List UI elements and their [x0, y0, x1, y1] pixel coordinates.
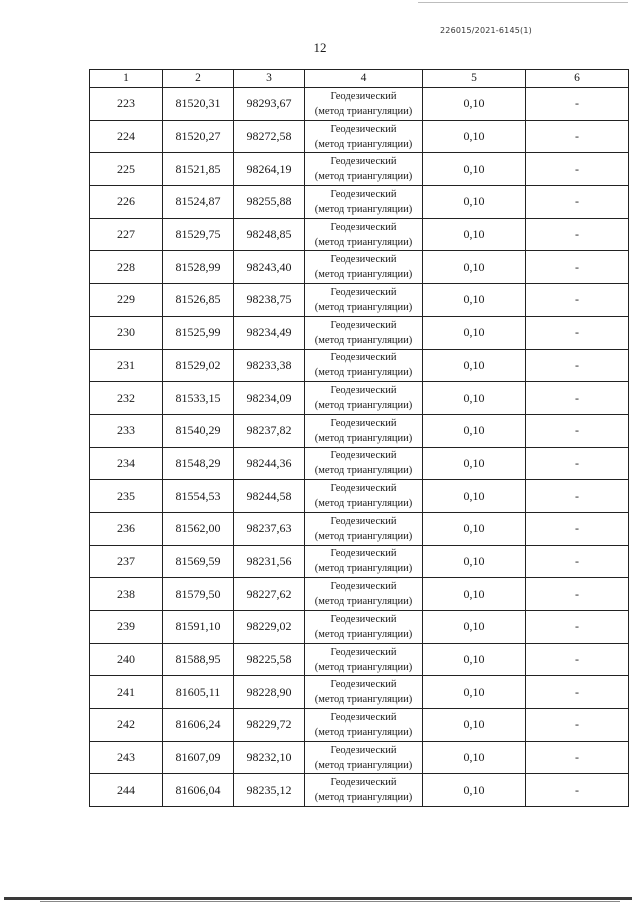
accuracy-cell: 0,10 [423, 349, 526, 382]
method-line-2: (метод триангуляции) [314, 596, 413, 608]
note-cell: - [526, 316, 629, 349]
x-coordinate-cell: 81528,99 [163, 251, 234, 284]
method-line-2: (метод триангуляции) [314, 759, 413, 771]
accuracy-cell: 0,10 [423, 414, 526, 447]
bottom-scan-rule [4, 897, 632, 900]
table-row [90, 88, 629, 121]
point-number-cell: 232 [90, 382, 163, 415]
table-row [90, 545, 629, 578]
method-cell [305, 643, 423, 676]
accuracy-cell: 0,10 [423, 643, 526, 676]
table-row [90, 741, 629, 774]
method-line-1: Геодезический [330, 483, 397, 495]
note-cell: - [526, 774, 629, 807]
x-coordinate-cell: 81562,00 [163, 512, 234, 545]
note-cell: - [526, 741, 629, 774]
method-cell [305, 578, 423, 611]
method-line-2: (метод триангуляции) [314, 432, 413, 444]
y-coordinate-cell: 98227,62 [234, 578, 305, 611]
method-line-1: Геодезический [330, 319, 397, 331]
accuracy-cell: 0,10 [423, 480, 526, 513]
point-number-cell: 240 [90, 643, 163, 676]
method-cell [305, 480, 423, 513]
table-row [90, 512, 629, 545]
method-line-1: Геодезический [330, 450, 397, 462]
method-line-1: Геодезический [330, 221, 397, 233]
accuracy-cell: 0,10 [423, 316, 526, 349]
y-coordinate-cell: 98237,63 [234, 512, 305, 545]
note-cell: - [526, 382, 629, 415]
x-coordinate-cell: 81521,85 [163, 153, 234, 186]
method-cell [305, 709, 423, 742]
coordinates-table [89, 69, 629, 807]
method-line-1: Геодезический [330, 417, 397, 429]
table-row [90, 611, 629, 644]
accuracy-cell: 0,10 [423, 578, 526, 611]
x-coordinate-cell: 81533,15 [163, 382, 234, 415]
x-coordinate-cell: 81554,53 [163, 480, 234, 513]
table-row [90, 284, 629, 317]
method-cell [305, 414, 423, 447]
table-row [90, 349, 629, 382]
x-coordinate-cell: 81606,04 [163, 774, 234, 807]
y-coordinate-cell: 98255,88 [234, 186, 305, 219]
method-cell [305, 447, 423, 480]
method-cell [305, 316, 423, 349]
x-coordinate-cell: 81569,59 [163, 545, 234, 578]
table-row [90, 414, 629, 447]
y-coordinate-cell: 98235,12 [234, 774, 305, 807]
method-cell [305, 545, 423, 578]
note-cell: - [526, 349, 629, 382]
y-coordinate-cell: 98248,85 [234, 218, 305, 251]
x-coordinate-cell: 81529,02 [163, 349, 234, 382]
method-line-2: (метод триангуляции) [314, 726, 413, 738]
y-coordinate-cell: 98229,02 [234, 611, 305, 644]
note-cell: - [526, 480, 629, 513]
header-col-5: 5 [423, 70, 526, 88]
note-cell: - [526, 578, 629, 611]
method-cell [305, 676, 423, 709]
x-coordinate-cell: 81520,31 [163, 88, 234, 121]
y-coordinate-cell: 98232,10 [234, 741, 305, 774]
method-line-1: Геодезический [330, 352, 397, 364]
table-row [90, 251, 629, 284]
y-coordinate-cell: 98243,40 [234, 251, 305, 284]
point-number-cell: 233 [90, 414, 163, 447]
accuracy-cell: 0,10 [423, 741, 526, 774]
point-number-cell: 228 [90, 251, 163, 284]
note-cell: - [526, 120, 629, 153]
table-row [90, 578, 629, 611]
note-cell: - [526, 611, 629, 644]
table-row [90, 643, 629, 676]
method-cell [305, 512, 423, 545]
method-line-1: Геодезический [330, 613, 397, 625]
method-line-2: (метод триангуляции) [314, 138, 413, 150]
note-cell: - [526, 709, 629, 742]
method-line-2: (метод триангуляции) [314, 203, 413, 215]
x-coordinate-cell: 81588,95 [163, 643, 234, 676]
point-number-cell: 239 [90, 611, 163, 644]
y-coordinate-cell: 98272,58 [234, 120, 305, 153]
accuracy-cell: 0,10 [423, 186, 526, 219]
method-line-2: (метод триангуляции) [314, 628, 413, 640]
method-line-1: Геодезический [330, 90, 397, 102]
accuracy-cell: 0,10 [423, 774, 526, 807]
method-cell [305, 186, 423, 219]
method-cell [305, 349, 423, 382]
method-line-2: (метод триангуляции) [314, 334, 413, 346]
method-line-1: Геодезический [330, 286, 397, 298]
method-line-2: (метод триангуляции) [314, 301, 413, 313]
method-line-2: (метод триангуляции) [314, 105, 413, 117]
accuracy-cell: 0,10 [423, 709, 526, 742]
note-cell: - [526, 447, 629, 480]
header-col-4: 4 [305, 70, 423, 88]
point-number-cell: 237 [90, 545, 163, 578]
point-number-cell: 230 [90, 316, 163, 349]
method-line-1: Геодезический [330, 515, 397, 527]
method-cell [305, 153, 423, 186]
point-number-cell: 238 [90, 578, 163, 611]
x-coordinate-cell: 81529,75 [163, 218, 234, 251]
x-coordinate-cell: 81607,09 [163, 741, 234, 774]
table-row [90, 709, 629, 742]
y-coordinate-cell: 98234,09 [234, 382, 305, 415]
y-coordinate-cell: 98228,90 [234, 676, 305, 709]
accuracy-cell: 0,10 [423, 284, 526, 317]
accuracy-cell: 0,10 [423, 88, 526, 121]
accuracy-cell: 0,10 [423, 251, 526, 284]
header-col-1: 1 [90, 70, 163, 88]
method-cell [305, 88, 423, 121]
note-cell: - [526, 186, 629, 219]
method-line-1: Геодезический [330, 679, 397, 691]
method-line-1: Геодезический [330, 156, 397, 168]
accuracy-cell: 0,10 [423, 676, 526, 709]
point-number-cell: 242 [90, 709, 163, 742]
point-number-cell: 227 [90, 218, 163, 251]
y-coordinate-cell: 98231,56 [234, 545, 305, 578]
bottom-scan-rule-thin [40, 901, 620, 902]
method-line-1: Геодезический [330, 254, 397, 266]
method-line-1: Геодезический [330, 188, 397, 200]
note-cell: - [526, 284, 629, 317]
y-coordinate-cell: 98244,58 [234, 480, 305, 513]
method-line-2: (метод триангуляции) [314, 792, 413, 804]
note-cell: - [526, 251, 629, 284]
point-number-cell: 226 [90, 186, 163, 219]
header-col-3: 3 [234, 70, 305, 88]
method-cell [305, 251, 423, 284]
method-line-1: Геодезический [330, 548, 397, 560]
method-line-2: (метод триангуляции) [314, 400, 413, 412]
document-id: 226015/2021-6145(1) [440, 26, 532, 35]
table-row [90, 153, 629, 186]
x-coordinate-cell: 81591,10 [163, 611, 234, 644]
note-cell: - [526, 676, 629, 709]
accuracy-cell: 0,10 [423, 447, 526, 480]
method-line-2: (метод триангуляции) [314, 563, 413, 575]
table-row [90, 186, 629, 219]
y-coordinate-cell: 98229,72 [234, 709, 305, 742]
x-coordinate-cell: 81606,24 [163, 709, 234, 742]
y-coordinate-cell: 98293,67 [234, 88, 305, 121]
point-number-cell: 243 [90, 741, 163, 774]
table-row [90, 447, 629, 480]
note-cell: - [526, 88, 629, 121]
method-line-2: (метод триангуляции) [314, 498, 413, 510]
method-cell [305, 218, 423, 251]
table-row [90, 120, 629, 153]
x-coordinate-cell: 81520,27 [163, 120, 234, 153]
method-line-1: Геодезический [330, 385, 397, 397]
y-coordinate-cell: 98234,49 [234, 316, 305, 349]
point-number-cell: 224 [90, 120, 163, 153]
method-line-1: Геодезический [330, 581, 397, 593]
method-cell [305, 774, 423, 807]
method-line-1: Геодезический [330, 711, 397, 723]
y-coordinate-cell: 98238,75 [234, 284, 305, 317]
method-cell [305, 284, 423, 317]
note-cell: - [526, 643, 629, 676]
accuracy-cell: 0,10 [423, 120, 526, 153]
x-coordinate-cell: 81524,87 [163, 186, 234, 219]
point-number-cell: 229 [90, 284, 163, 317]
point-number-cell: 223 [90, 88, 163, 121]
table-row [90, 382, 629, 415]
y-coordinate-cell: 98264,19 [234, 153, 305, 186]
method-line-2: (метод триангуляции) [314, 236, 413, 248]
x-coordinate-cell: 81525,99 [163, 316, 234, 349]
point-number-cell: 241 [90, 676, 163, 709]
table-header-row [90, 70, 629, 88]
point-number-cell: 235 [90, 480, 163, 513]
table-row [90, 774, 629, 807]
method-cell [305, 741, 423, 774]
table-row [90, 480, 629, 513]
accuracy-cell: 0,10 [423, 611, 526, 644]
accuracy-cell: 0,10 [423, 218, 526, 251]
method-line-2: (метод триангуляции) [314, 367, 413, 379]
x-coordinate-cell: 81526,85 [163, 284, 234, 317]
method-cell [305, 120, 423, 153]
header-col-2: 2 [163, 70, 234, 88]
method-cell [305, 611, 423, 644]
y-coordinate-cell: 98244,36 [234, 447, 305, 480]
point-number-cell: 236 [90, 512, 163, 545]
table-row [90, 316, 629, 349]
page-number: 12 [313, 40, 327, 55]
accuracy-cell: 0,10 [423, 545, 526, 578]
method-line-1: Геодезический [330, 744, 397, 756]
method-line-1: Геодезический [330, 123, 397, 135]
point-number-cell: 234 [90, 447, 163, 480]
y-coordinate-cell: 98225,58 [234, 643, 305, 676]
method-line-2: (метод триангуляции) [314, 694, 413, 706]
note-cell: - [526, 545, 629, 578]
y-coordinate-cell: 98237,82 [234, 414, 305, 447]
x-coordinate-cell: 81548,29 [163, 447, 234, 480]
accuracy-cell: 0,10 [423, 153, 526, 186]
note-cell: - [526, 414, 629, 447]
table-row [90, 218, 629, 251]
method-line-1: Геодезический [330, 777, 397, 789]
note-cell: - [526, 218, 629, 251]
method-line-2: (метод триангуляции) [314, 661, 413, 673]
method-line-2: (метод триангуляции) [314, 269, 413, 281]
point-number-cell: 225 [90, 153, 163, 186]
accuracy-cell: 0,10 [423, 512, 526, 545]
header-col-6: 6 [526, 70, 629, 88]
note-cell: - [526, 153, 629, 186]
table-row [90, 676, 629, 709]
note-cell: - [526, 512, 629, 545]
point-number-cell: 231 [90, 349, 163, 382]
point-number-cell: 244 [90, 774, 163, 807]
method-line-2: (метод триангуляции) [314, 465, 413, 477]
method-cell [305, 382, 423, 415]
x-coordinate-cell: 81579,50 [163, 578, 234, 611]
y-coordinate-cell: 98233,38 [234, 349, 305, 382]
x-coordinate-cell: 81540,29 [163, 414, 234, 447]
method-line-1: Геодезический [330, 646, 397, 658]
top-scan-rule [418, 2, 628, 3]
method-line-2: (метод триангуляции) [314, 530, 413, 542]
method-line-2: (метод триангуляции) [314, 171, 413, 183]
accuracy-cell: 0,10 [423, 382, 526, 415]
x-coordinate-cell: 81605,11 [163, 676, 234, 709]
